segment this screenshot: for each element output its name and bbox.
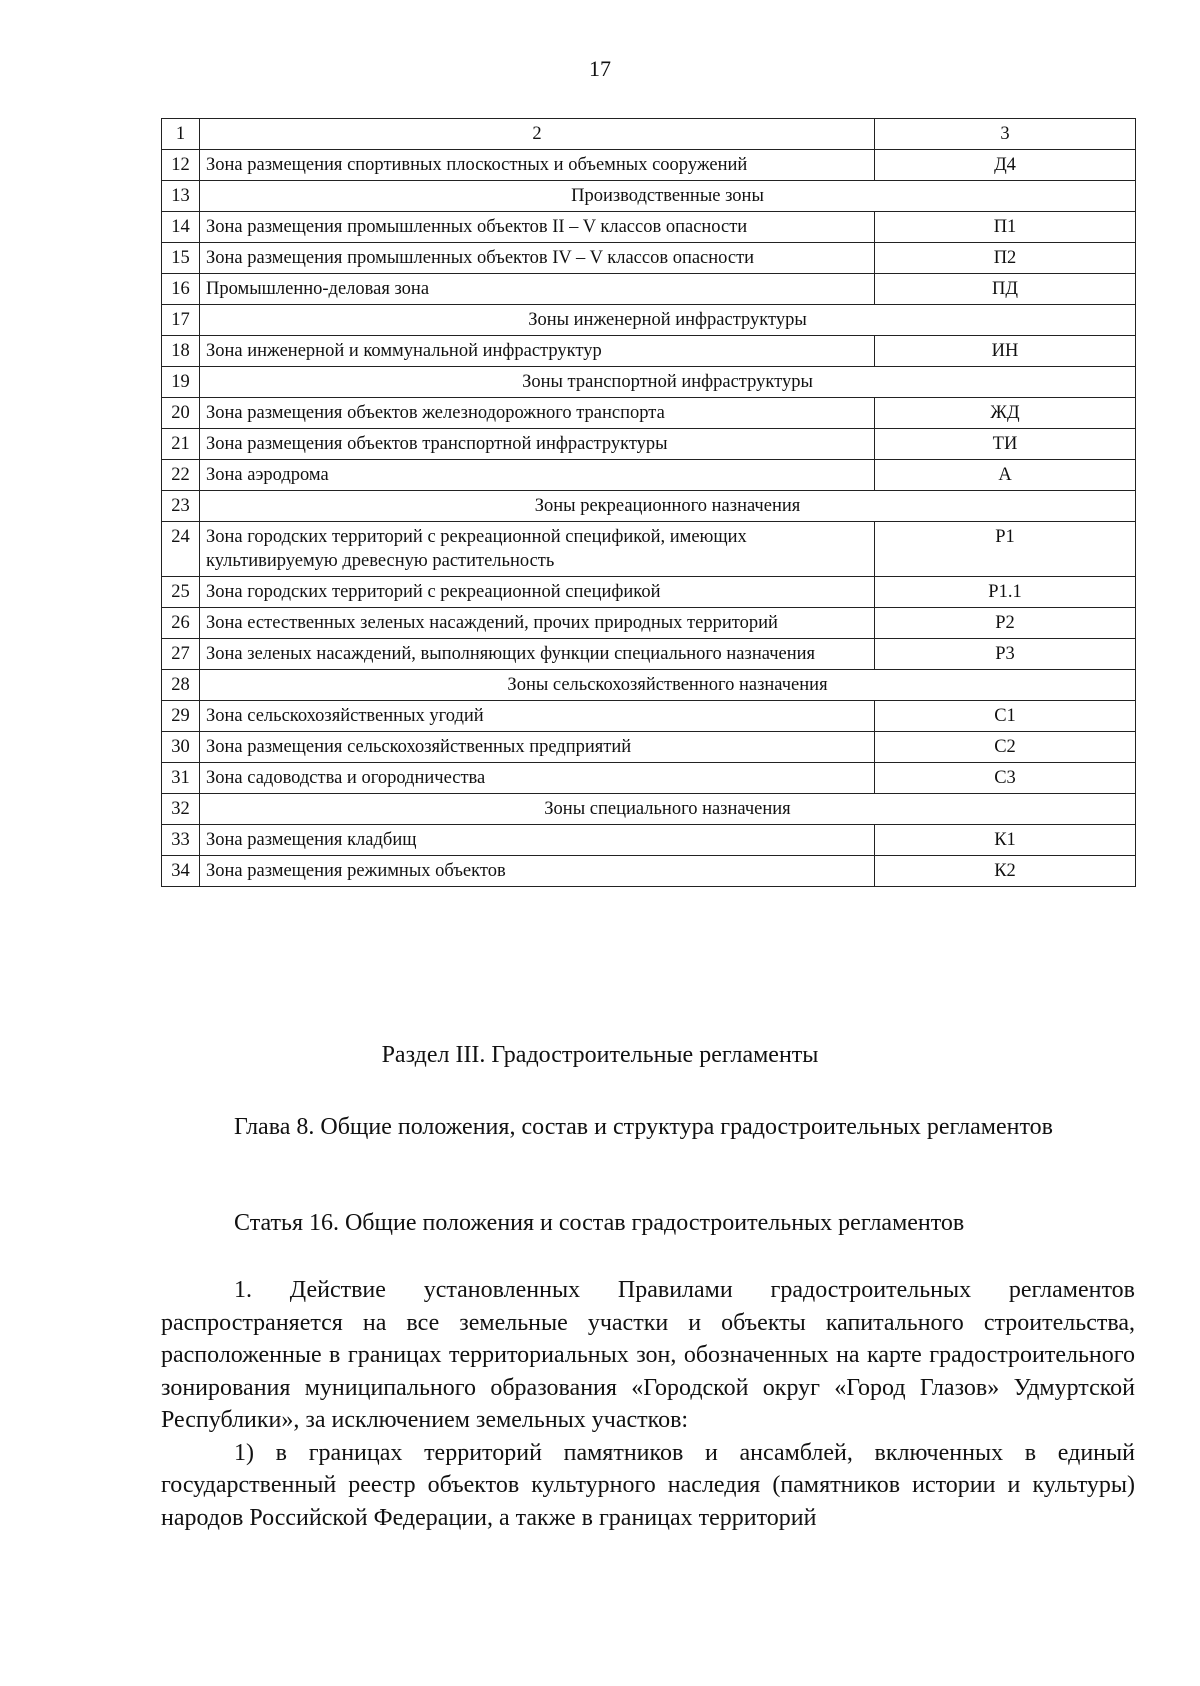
zone-code: П1: [875, 212, 1136, 243]
table-row: [162, 398, 1136, 429]
row-number: 17: [162, 305, 200, 336]
row-number: 13: [162, 181, 200, 212]
row-number: 31: [162, 763, 200, 794]
header-cell-num: 1: [162, 119, 200, 150]
table-row: [162, 608, 1136, 639]
row-number: 33: [162, 825, 200, 856]
zone-name: Зона инженерной и коммунальной инфраструктур: [200, 336, 875, 367]
zone-group-title: Зоны транспортной инфраструктуры: [200, 367, 1136, 398]
row-number: 21: [162, 429, 200, 460]
zone-group-title: Зоны рекреационного назначения: [200, 491, 1136, 522]
table-row: [162, 577, 1136, 608]
row-number: 24: [162, 522, 200, 577]
zone-code: Р2: [875, 608, 1136, 639]
zone-code: ЖД: [875, 398, 1136, 429]
zone-code: П2: [875, 243, 1136, 274]
zone-name: Зона садоводства и огородничества: [200, 763, 875, 794]
zone-name: Промышленно-деловая зона: [200, 274, 875, 305]
zone-code: С1: [875, 701, 1136, 732]
header-cell-name: 2: [200, 119, 875, 150]
zone-name: Зона аэродрома: [200, 460, 875, 491]
table-row: [162, 212, 1136, 243]
row-number: 32: [162, 794, 200, 825]
table-row: [162, 639, 1136, 670]
zone-code: К2: [875, 856, 1136, 887]
zone-code: Р3: [875, 639, 1136, 670]
row-number: 29: [162, 701, 200, 732]
table-group-row: [162, 305, 1136, 336]
paragraph-2: 1) в границах территорий памятников и ансамблей, включенных в единый государственный реестр объектов культурного наследия (памятников истории и культуры) народов Российской Федерации, а также в границах территорий: [161, 1439, 1135, 1531]
zone-code: ИН: [875, 336, 1136, 367]
table-row: [162, 856, 1136, 887]
table-group-row: [162, 794, 1136, 825]
table-row: [162, 150, 1136, 181]
table-row: [162, 825, 1136, 856]
zone-code: К1: [875, 825, 1136, 856]
row-number: 28: [162, 670, 200, 701]
zone-code: Р1: [875, 522, 1136, 577]
zone-name: Зона размещения режимных объектов: [200, 856, 875, 887]
zone-name: Зона размещения объектов железнодорожного транспорта: [200, 398, 875, 429]
article-heading: Статья 16. Общие положения и состав градостроительных регламентов: [234, 1210, 965, 1236]
zone-name: Зона городских территорий с рекреационной спецификой: [200, 577, 875, 608]
zone-code: Д4: [875, 150, 1136, 181]
table-row: [162, 460, 1136, 491]
zone-name: Зона размещения объектов транспортной инфраструктуры: [200, 429, 875, 460]
zone-name: Зона размещения промышленных объектов II – V классов опасности: [200, 212, 875, 243]
table-header-row: [162, 119, 1136, 150]
row-number: 20: [162, 398, 200, 429]
zone-name: Зона зеленых насаждений, выполняющих функции специального назначения: [200, 639, 875, 670]
zone-name: Зона размещения спортивных плоскостных и объемных сооружений: [200, 150, 875, 181]
row-number: 25: [162, 577, 200, 608]
zone-name: Зона городских территорий с рекреационной спецификой, имеющих культивируемую древесную растительность: [200, 522, 875, 577]
zone-code: С3: [875, 763, 1136, 794]
table-row: [162, 732, 1136, 763]
paragraph-1: 1. Действие установленных Правилами градостроительных регламентов распространяется на все земельные участки и объекты капитального строительства, расположенные в границах территориальных зон, обозначенных на карте градостроительного зонирования муниципального образования «Городской округ «Город Глазов» Удмуртской Республики», за исключением земельных участков:: [161, 1277, 1135, 1433]
table-group-row: [162, 491, 1136, 522]
zone-name: Зона размещения кладбищ: [200, 825, 875, 856]
row-number: 30: [162, 732, 200, 763]
zone-code: С2: [875, 732, 1136, 763]
row-number: 14: [162, 212, 200, 243]
row-number: 27: [162, 639, 200, 670]
section-heading: Раздел III. Градостроительные регламенты: [381, 1042, 819, 1068]
zone-group-title: Зоны инженерной инфраструктуры: [200, 305, 1136, 336]
table-group-row: [162, 670, 1136, 701]
article-body: [161, 1274, 1135, 1534]
chapter-heading: Глава 8. Общие положения, состав и структура градостроительных регламентов: [234, 1114, 1053, 1140]
zone-code: А: [875, 460, 1136, 491]
row-number: 26: [162, 608, 200, 639]
row-number: 15: [162, 243, 200, 274]
table-row: [162, 763, 1136, 794]
zone-name: Зона размещения промышленных объектов IV – V классов опасности: [200, 243, 875, 274]
zone-name: Зона естественных зеленых насаждений, прочих природных территорий: [200, 608, 875, 639]
table-row: [162, 522, 1136, 577]
table-row: [162, 336, 1136, 367]
zone-code: Р1.1: [875, 577, 1136, 608]
zone-name: Зона сельскохозяйственных угодий: [200, 701, 875, 732]
table-row: [162, 429, 1136, 460]
table-group-row: [162, 367, 1136, 398]
zone-name: Зона размещения сельскохозяйственных предприятий: [200, 732, 875, 763]
row-number: 22: [162, 460, 200, 491]
page-number: 17: [589, 56, 611, 81]
table-group-row: [162, 181, 1136, 212]
row-number: 18: [162, 336, 200, 367]
row-number: 34: [162, 856, 200, 887]
row-number: 23: [162, 491, 200, 522]
zone-code: ТИ: [875, 429, 1136, 460]
zone-code: ПД: [875, 274, 1136, 305]
zone-group-title: Зоны специального назначения: [200, 794, 1136, 825]
table-row: [162, 243, 1136, 274]
zone-group-title: Зоны сельскохозяйственного назначения: [200, 670, 1136, 701]
header-cell-code: 3: [875, 119, 1136, 150]
table-row: [162, 274, 1136, 305]
row-number: 12: [162, 150, 200, 181]
zone-group-title: Производственные зоны: [200, 181, 1136, 212]
row-number: 16: [162, 274, 200, 305]
zones-table: [161, 118, 1136, 887]
table-row: [162, 701, 1136, 732]
row-number: 19: [162, 367, 200, 398]
